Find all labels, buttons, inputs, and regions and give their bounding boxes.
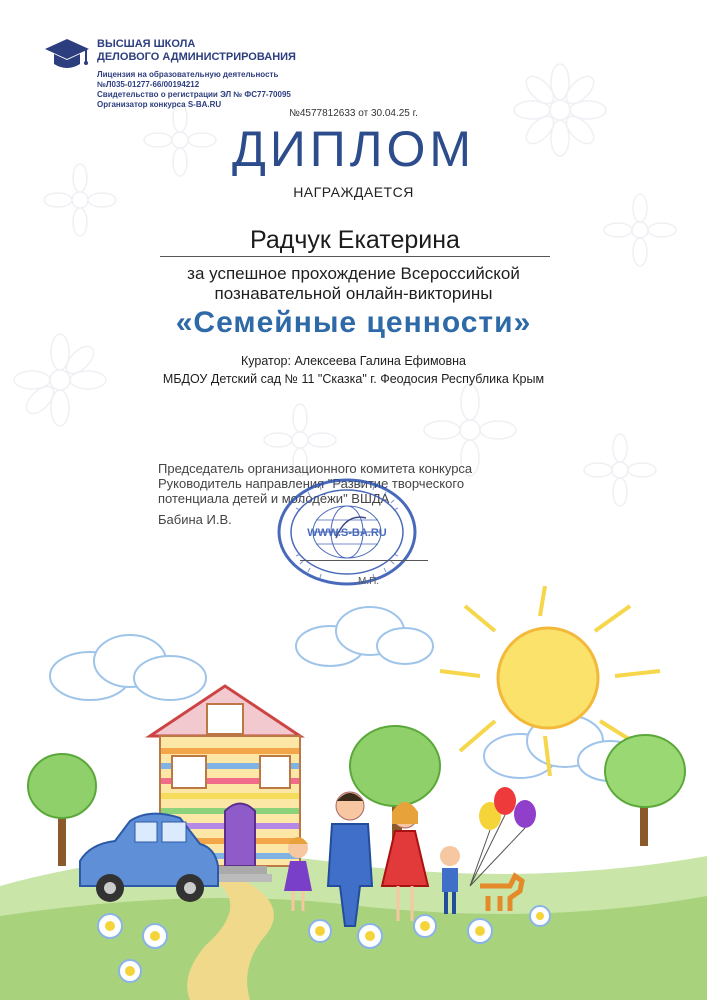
tree-left (28, 754, 96, 866)
award-reason-line2: познавательной онлайн-викторины (214, 284, 493, 303)
organization-name (97, 38, 296, 64)
curator-name: Куратор: Алексеева Галина Ефимовна (241, 354, 466, 368)
document-number: №4577812633 от 30.04.25 г. (289, 108, 418, 119)
diploma-title: ДИПЛОМ (231, 121, 476, 177)
organization-name-line2: ДЕЛОВОГО АДМИНИСТРИРОВАНИЯ (97, 51, 296, 63)
signer-name: Бабина И.В. (158, 512, 232, 527)
graduation-cap-icon (44, 36, 90, 72)
license-line3: Свидетельство о регистрации ЭЛ № ФС77-70095 (97, 90, 291, 99)
license-line2: №Л035-01277-66/00194212 (97, 80, 200, 89)
signer-title-line1: Председатель организационного комитета конкурса (158, 461, 473, 476)
official-seal (276, 478, 418, 586)
signature-line (300, 560, 428, 561)
family-house-illustration (0, 586, 707, 1000)
institution-name: МБДОУ Детский сад № 11 "Сказка" г. Феодосия Республика Крым (162, 372, 545, 386)
stamp-mark: М.П. (358, 576, 380, 587)
balloons (470, 787, 536, 886)
cloud-left (50, 635, 206, 700)
seal-text: WWW.S-BA.RU (307, 527, 387, 539)
license-line4: Организатор конкурса S-BA.RU (97, 100, 222, 109)
recipient-name: Радчук Екатерина (250, 226, 460, 254)
award-reason-line1: за успешное прохождение Всероссийской (187, 264, 520, 283)
license-line1: Лицензия на образовательную деятельность (97, 70, 279, 79)
recipient-underline (160, 256, 550, 257)
license-info (97, 70, 291, 110)
signer-title-line2: Руководитель направления "Развитие творческого (158, 476, 465, 491)
curator-block (0, 352, 707, 388)
tree-far-right (605, 735, 685, 846)
cloud-center (296, 607, 433, 666)
awarded-label: НАГРАЖДАЕТСЯ (293, 184, 414, 200)
award-reason (0, 264, 707, 304)
signer-title-line3: потенциала детей и молодёжи" ВШДА (158, 491, 390, 506)
quiz-topic: «Семейные ценности» (175, 306, 532, 339)
organization-name-line1: ВЫСШАЯ ШКОЛА (97, 38, 196, 50)
